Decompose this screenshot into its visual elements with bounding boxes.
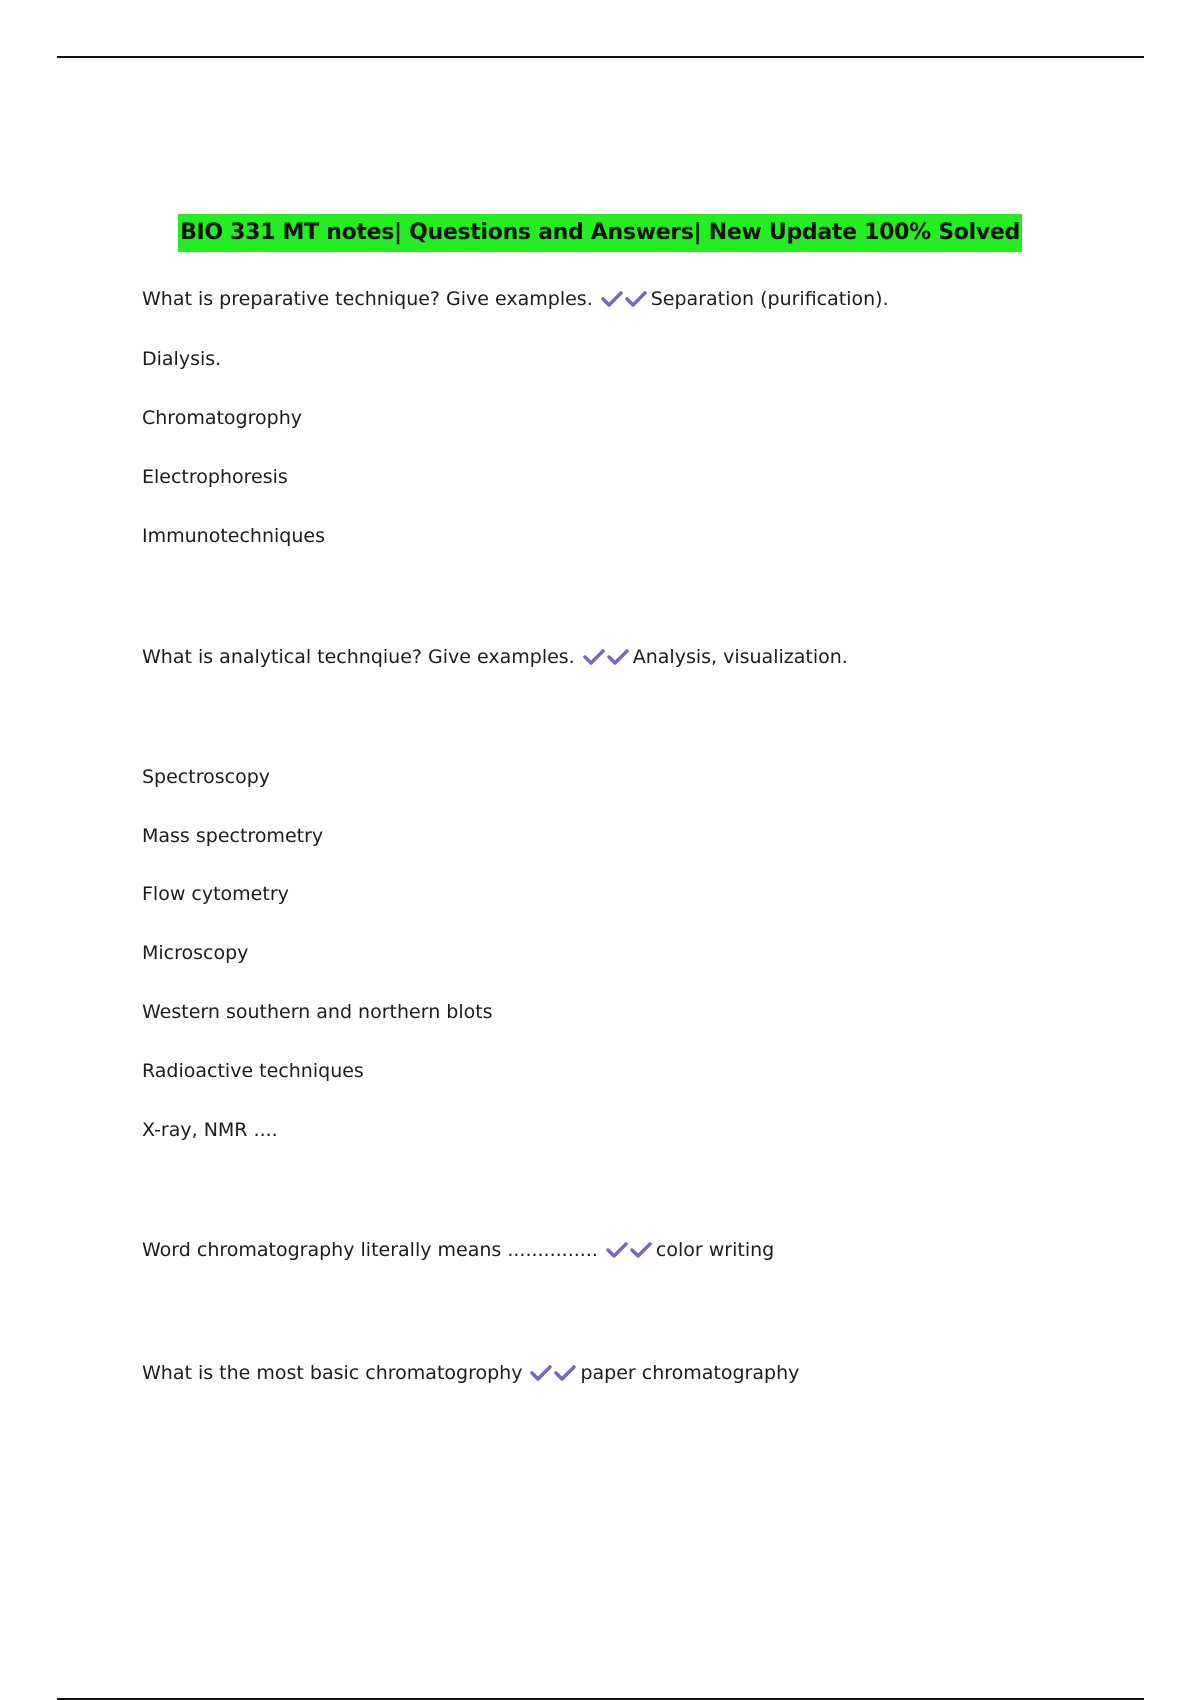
- list-item: Flow cytometry: [142, 883, 289, 905]
- qa-line: [142, 1237, 774, 1263]
- list-item: Dialysis.: [142, 348, 222, 370]
- list-item: Electrophoresis: [142, 466, 288, 488]
- check-icon: [607, 648, 629, 666]
- question-text: What is analytical technqiue? Give examples.: [142, 646, 575, 668]
- list-item: Immunotechniques: [142, 525, 325, 547]
- check-icon: [625, 290, 647, 308]
- list-item: Mass spectrometry: [142, 825, 324, 847]
- check-icon: [530, 1364, 552, 1382]
- check-icon: [583, 648, 605, 666]
- document-title: [0, 214, 1200, 252]
- list-item: Chromatogrophy: [142, 407, 302, 429]
- document-title-text: BIO 331 MT notes| Questions and Answers| New Update 100% Solved: [178, 214, 1022, 252]
- answer-text: Separation (purification).: [650, 288, 889, 310]
- qa-line: [142, 644, 848, 670]
- answer-text: color writing: [655, 1239, 775, 1261]
- question-text: What is the most basic chromatogrophy: [142, 1362, 523, 1384]
- answer-text: paper chromatography: [580, 1362, 800, 1384]
- list-item: Western southern and northern blots: [142, 1001, 493, 1023]
- qa-line: [142, 286, 889, 312]
- list-item: Spectroscopy: [142, 766, 270, 788]
- list-item: Radioactive techniques: [142, 1060, 364, 1082]
- list-item: X-ray, NMR ....: [142, 1119, 278, 1141]
- question-text: What is preparative technique? Give examples.: [142, 288, 593, 310]
- check-icon: [554, 1364, 576, 1382]
- qa-line: [142, 1360, 799, 1386]
- answer-text: Analysis, visualization.: [632, 646, 848, 668]
- header-rule: [57, 56, 1144, 58]
- check-icon: [601, 290, 623, 308]
- question-text: Word chromatography literally means ...............: [142, 1239, 598, 1261]
- check-icon: [630, 1241, 652, 1259]
- list-item: Microscopy: [142, 942, 249, 964]
- check-icon: [606, 1241, 628, 1259]
